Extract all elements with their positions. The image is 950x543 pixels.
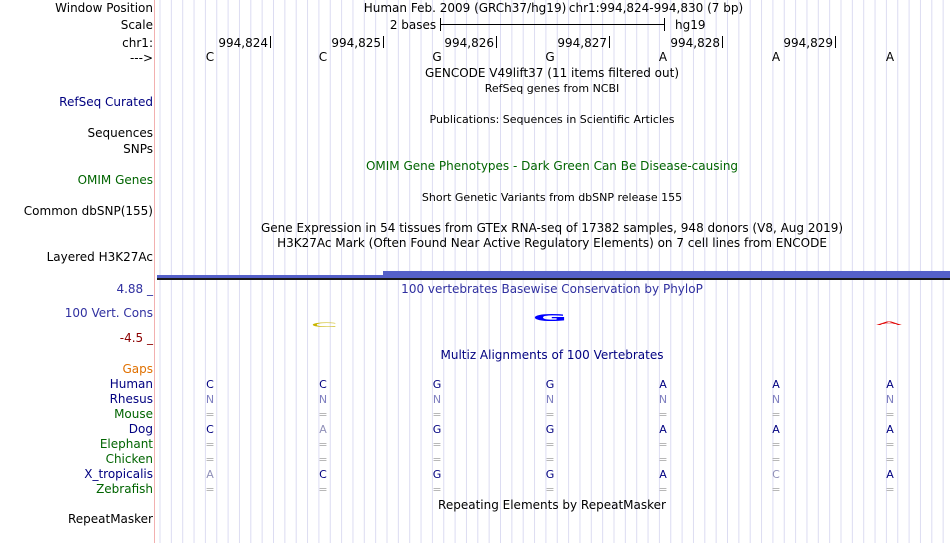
scale-db-label: hg19 [675,18,706,32]
species-label[interactable]: Zebrafish [96,482,153,496]
track-label-h3k27ac[interactable]: Layered H3K27Ac [46,250,153,264]
track-label-phylop[interactable]: 100 Vert. Cons [64,306,153,320]
scale-bar-left-cap [440,18,441,31]
reference-base: A [771,50,781,64]
scale-bar [440,24,665,25]
track-label-snps[interactable]: SNPs [123,142,153,156]
window-position-label: Window Position [55,1,153,15]
alignment-base: = [545,438,555,451]
alignment-base: = [318,408,328,421]
label-separator [154,0,155,543]
phylop-logo-area [0,300,950,340]
dbsnp-track-title[interactable]: Short Genetic Variants from dbSNP release 155 [421,191,683,204]
alignment-base: = [205,453,215,466]
h3k27ac-baseline [157,278,950,280]
scale-bar-right-cap [664,18,665,31]
reference-base: A [885,50,895,64]
alignment-base: A [886,468,894,481]
species-label[interactable]: Rhesus [109,392,153,406]
alignment-base: N [205,393,215,406]
multiz-track-title[interactable]: Multiz Alignments of 100 Vertebrates [440,348,664,362]
alignment-base: = [545,453,555,466]
alignment-base: = [432,483,442,496]
alignment-base: = [771,453,781,466]
alignment-base: = [771,483,781,496]
species-label[interactable]: Elephant [99,437,153,451]
gtex-track-title[interactable]: Gene Expression in 54 tissues from GTEx RNA-seq of 17382 samples, 948 donors (V8, Aug 2019) [260,221,844,235]
species-label[interactable]: Human [109,377,153,391]
ruler-position-label: 994,829 [783,36,833,50]
ruler-tick [722,36,723,48]
alignment-base: = [545,483,555,496]
alignment-base: G [432,468,442,481]
alignment-base: = [771,438,781,451]
strand-label: ---> [129,51,153,65]
alignment-base: A [659,423,667,436]
ruler-tick [496,36,497,48]
alignment-base: G [432,378,442,391]
ruler-tick [270,36,271,48]
alignment-base: = [658,453,668,466]
alignment-base: = [885,408,895,421]
ruler-tick [835,36,836,48]
alignment-base: N [432,393,442,406]
track-label-omim[interactable]: OMIM Genes [77,173,153,187]
track-label-sequences[interactable]: Sequences [87,126,153,140]
species-label[interactable]: Chicken [105,452,153,466]
track-label-dbsnp[interactable]: Common dbSNP(155) [23,204,153,218]
h3k27ac-track-title[interactable]: H3K27Ac Mark (Often Found Near Active Regulatory Elements) on 7 cell lines from ENCODE [277,236,827,250]
track-label-repeatmasker[interactable]: RepeatMasker [67,512,153,526]
phylop-logo-g: G [532,312,568,324]
omim-track-title[interactable]: OMIM Gene Phenotypes - Dark Green Can Be Disease-causing [365,159,739,173]
alignment-base: G [545,378,555,391]
alignment-base: A [659,378,667,391]
assembly-title: Human Feb. 2009 (GRCh37/hg19) [363,1,567,15]
alignment-base: = [205,438,215,451]
alignment-base: G [545,423,555,436]
reference-base: A [658,50,668,64]
alignment-base: = [771,408,781,421]
alignment-base: = [318,453,328,466]
alignment-base: A [886,378,894,391]
alignment-base: = [885,483,895,496]
gencode-track-title[interactable]: GENCODE V49lift37 (11 items filtered out) [424,66,680,80]
alignment-base: C [206,423,214,436]
alignment-base: A [659,468,667,481]
alignment-base: A [772,378,780,391]
alignment-base: = [318,483,328,496]
alignment-base: C [772,468,780,481]
alignment-base: = [432,438,442,451]
window-location[interactable]: chr1:994,824-994,830 (7 bp) [568,1,744,15]
phylop-logo-c: C [310,321,338,329]
alignment-base: = [205,483,215,496]
alignment-base: = [658,483,668,496]
alignment-base: G [432,423,442,436]
alignment-base: = [658,408,668,421]
ruler-tick [609,36,610,48]
alignment-base: N [771,393,781,406]
scale-label: Scale [120,18,153,32]
alignment-base: A [206,468,214,481]
phylop-logo-a: A [875,320,903,327]
alignment-base: C [319,378,327,391]
track-label-gaps[interactable]: Gaps [122,362,153,376]
alignment-base: N [885,393,895,406]
ruler-position-label: 994,825 [331,36,381,50]
reference-base: C [205,50,215,64]
chrom-label: chr1: [122,36,153,50]
repeatmasker-track-title[interactable]: Repeating Elements by RepeatMasker [438,498,666,512]
scale-bar-text: 2 bases [389,18,437,32]
phylop-track-title[interactable]: 100 vertebrates Basewise Conservation by PhyloP [401,282,703,296]
reference-base: G [545,50,555,64]
ruler-tick [383,36,384,48]
alignment-base: = [432,408,442,421]
alignment-base: A [772,423,780,436]
ruler-position-label: 994,828 [670,36,720,50]
phylop-max-label: 4.88 _ [116,282,153,296]
alignment-base: N [318,393,328,406]
alignment-base: = [885,453,895,466]
h3k27ac-signal-right [383,271,950,278]
phylop-min-label: -4.5 _ [119,331,153,345]
alignment-base: = [658,438,668,451]
alignment-base: A [886,423,894,436]
ruler-position-label: 994,824 [218,36,268,50]
alignment-base: = [318,438,328,451]
ruler-position-label: 994,827 [557,36,607,50]
species-label[interactable]: X_tropicalis [84,467,153,481]
alignment-base: = [432,453,442,466]
alignment-base: C [206,378,214,391]
ruler-position-label: 994,826 [444,36,494,50]
alignment-base: = [545,408,555,421]
alignment-base: = [885,438,895,451]
alignment-base: G [545,468,555,481]
alignment-base: N [545,393,555,406]
alignment-base: C [319,468,327,481]
reference-base: G [432,50,442,64]
refseq-track-title[interactable]: RefSeq genes from NCBI [484,82,620,95]
publications-track-title[interactable]: Publications: Sequences in Scientific Articles [429,113,675,126]
alignment-base: A [319,423,327,436]
alignment-base: = [205,408,215,421]
species-label[interactable]: Mouse [114,407,153,421]
reference-base: C [318,50,328,64]
alignment-base: N [658,393,668,406]
track-label-refseq[interactable]: RefSeq Curated [59,95,153,109]
species-label[interactable]: Dog [128,422,153,436]
